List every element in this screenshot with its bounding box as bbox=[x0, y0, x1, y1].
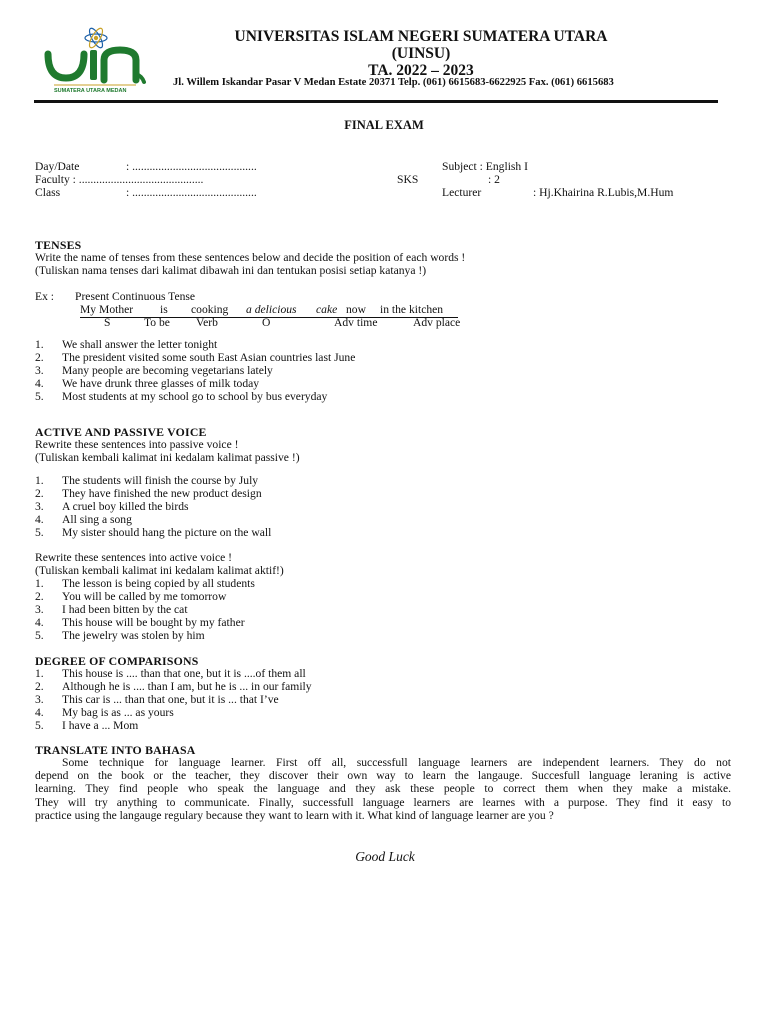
paragraph-line: They will try anything to communicate. Finally, successfull language learners are learnes with a purpose. They find it easy to bbox=[35, 795, 731, 809]
translate-paragraph bbox=[35, 756, 731, 822]
paragraph-line: practice using the langauge regulary because they want to learn with it. What kind of language learner are you ? bbox=[35, 808, 554, 822]
example-word: cake bbox=[316, 303, 338, 316]
comparisons-heading: DEGREE OF COMPARISONS bbox=[35, 654, 199, 668]
lecturer-label: Lecturer bbox=[442, 186, 482, 199]
logo-caption: SUMATERA UTARA MEDAN bbox=[54, 88, 127, 94]
class-label: Class bbox=[35, 186, 61, 199]
translate-heading: TRANSLATE INTO BAHASA bbox=[35, 743, 196, 757]
example-word: cooking bbox=[191, 303, 229, 316]
closing-text: Good Luck bbox=[355, 849, 415, 864]
university-abbr: (UINSU) bbox=[391, 45, 451, 62]
example-role: Adv place bbox=[413, 316, 461, 329]
example-role: O bbox=[262, 316, 271, 329]
paragraph-line: Some technique for language learner. First off all, successfull language learners are independent learners. They do not bbox=[62, 756, 731, 769]
example-word: My Mother bbox=[80, 303, 134, 316]
passive-instruction-en: Rewrite these sentences into passive voice ! bbox=[35, 438, 239, 451]
university-name: UNIVERSITAS ISLAM NEGERI SUMATERA UTARA bbox=[234, 28, 608, 45]
example-word: in the kitchen bbox=[380, 303, 444, 316]
example-role: Verb bbox=[196, 316, 218, 329]
class-field: : ........................................... bbox=[126, 186, 257, 199]
passive-instruction-id: (Tuliskan kembali kalimat ini kedalam kalimat passive !) bbox=[35, 451, 300, 464]
active-instruction-en: Rewrite these sentences into active voice ! bbox=[35, 551, 233, 564]
sks-label: SKS bbox=[397, 173, 419, 186]
example-word: a delicious bbox=[246, 303, 297, 316]
day-label: Day/Date bbox=[35, 160, 80, 173]
example-label: Ex : bbox=[35, 290, 54, 303]
university-address: Jl. Willem Iskandar Pasar V Medan Estate 20371 Telp. (061) 6615683-6622925 Fax. (061) 6615683 bbox=[173, 77, 614, 88]
tenses-instruction-id: (Tuliskan nama tenses dari kalimat dibawah ini dan tentukan posisi setiap katanya !) bbox=[35, 264, 427, 277]
tenses-instruction-en: Write the name of tenses from these sentences below and decide the position of each words ! bbox=[35, 251, 466, 264]
example-role: To be bbox=[144, 316, 170, 329]
example-role: Adv time bbox=[334, 316, 378, 329]
active-instruction-id: (Tuliskan kembali kalimat ini kedalam kalimat aktif!) bbox=[35, 564, 284, 577]
sks-value: : 2 bbox=[488, 173, 500, 186]
subject-field: Subject : English I bbox=[442, 160, 528, 173]
faculty-field: Faculty : ........................................... bbox=[35, 173, 204, 186]
exam-title: FINAL EXAM bbox=[344, 118, 424, 132]
example-tense-name: Present Continuous Tense bbox=[75, 290, 196, 303]
day-field: : ........................................... bbox=[126, 160, 257, 173]
example-word: now bbox=[346, 303, 366, 316]
example-roles bbox=[80, 316, 480, 330]
lecturer-value: : Hj.Khairina R.Lubis,M.Hum bbox=[533, 186, 674, 199]
example-role: S bbox=[104, 316, 111, 329]
tenses-heading: TENSES bbox=[35, 238, 82, 252]
paragraph-line: depend on the book or the teacher, they discover their own way to learn the langauge. Succesfull language leraning is active bbox=[35, 769, 731, 783]
academic-year: TA. 2022 – 2023 bbox=[368, 62, 474, 79]
paragraph-line: learning. They find people who speak the language and they ask these people to correct them when they make a mistake. bbox=[35, 782, 731, 796]
voice-heading: ACTIVE AND PASSIVE VOICE bbox=[35, 425, 207, 439]
example-word: is bbox=[160, 303, 168, 316]
header-divider bbox=[34, 100, 718, 103]
